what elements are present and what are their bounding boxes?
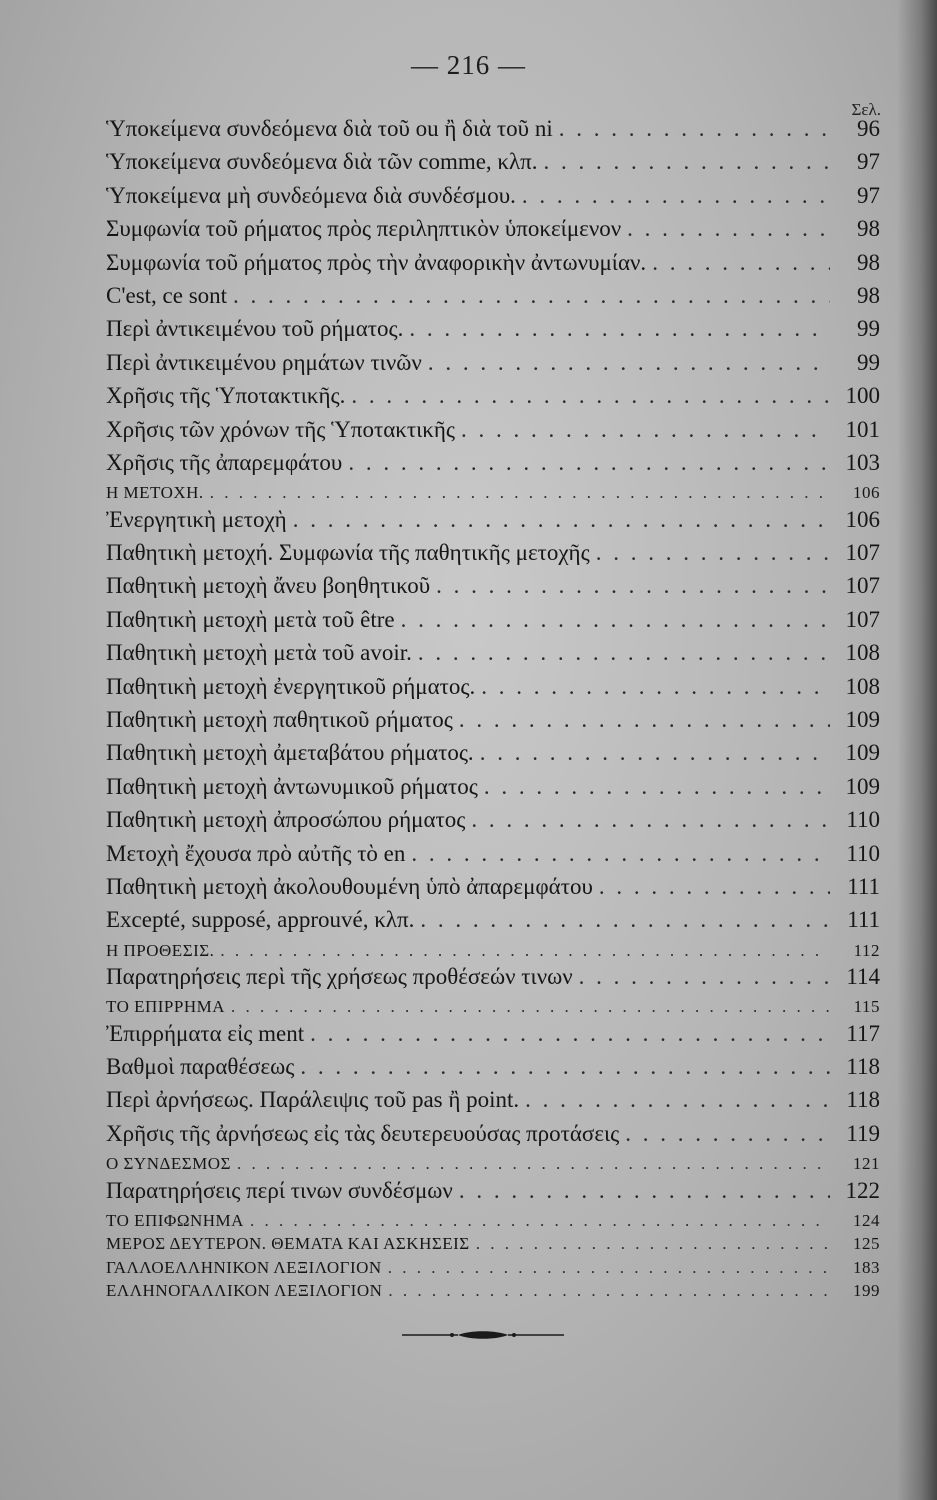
toc-entry — [106, 1021, 880, 1054]
toc-entry-title: Excepté, supposé, approuvé, κλπ. — [106, 907, 415, 933]
toc-entry-page: 107 — [845, 539, 880, 565]
toc-dot-leader — [231, 997, 830, 1017]
toc-entry — [106, 250, 880, 283]
toc-dot-leader — [409, 316, 830, 342]
toc-entry-title: Συμφωνία τοῦ ρήματος πρὸς τὴν ἀναφορικὴν ἀντωνυμίαν. — [106, 249, 647, 275]
toc-entry-page: 121 — [853, 1154, 880, 1174]
toc-entry-page: 99 — [857, 349, 880, 375]
toc-entry — [106, 350, 880, 383]
toc-entry-title: Συμφωνία τοῦ ρήματος πρὸς περιληπτικὸν ὑποκείμενον — [106, 216, 622, 242]
toc-entry — [106, 383, 880, 416]
toc-entry-page: 108 — [845, 640, 880, 666]
toc-entry-page: 112 — [853, 940, 880, 960]
toc-entry-title: Ἐνεργητικὴ μετοχὴ — [106, 506, 287, 532]
toc-entry — [106, 607, 880, 640]
toc-dot-leader — [250, 1211, 830, 1231]
toc-entry-page: 109 — [845, 773, 880, 799]
toc-entry — [106, 707, 880, 740]
toc-entry-page: 124 — [853, 1210, 880, 1230]
toc-entry-page: 119 — [846, 1120, 880, 1146]
toc-dot-leader — [310, 1021, 830, 1047]
toc-entry-title: Παθητικὴ μετοχὴ ἀκολουθουμένη ὑπὸ ἀπαρεμφάτου — [106, 873, 593, 899]
toc-entry-title: Ὑποκείμενα συνδεόμενα διὰ τοῦ ou ἢ διὰ τοῦ ni — [106, 116, 553, 141]
toc-entry-page: 118 — [846, 1087, 880, 1113]
toc-dot-leader — [388, 1281, 830, 1301]
toc-entry-page: 107 — [845, 573, 880, 599]
toc-entry — [106, 149, 880, 182]
page-edge-shadow — [897, 0, 937, 1500]
toc-entry-page: 115 — [853, 997, 880, 1017]
toc-dot-leader — [459, 707, 830, 733]
toc-entry-title: Περὶ ἀρνήσεως. Παράλειψις τοῦ pas ἢ point. — [106, 1087, 520, 1113]
toc-entry-title: Παθητικὴ μετοχὴ ἀπροσώπου ρήματος — [106, 807, 466, 833]
toc-entry-title: Παθητικὴ μετοχὴ ἀμεταβάτου ρήματος. — [106, 740, 474, 766]
toc-entry — [106, 450, 880, 483]
toc-entry-title: Παθητικὴ μετοχὴ ἄνευ βοηθητικοῦ — [106, 573, 431, 599]
toc-entry-page: 111 — [847, 907, 880, 933]
toc-entry — [106, 674, 880, 707]
toc-entry-page: 99 — [857, 316, 880, 342]
toc-dot-leader — [418, 640, 830, 666]
toc-dot-leader — [300, 1054, 830, 1080]
toc-entry — [106, 1178, 880, 1211]
toc-entry-page: 98 — [857, 249, 880, 275]
toc-entry-page: 103 — [845, 449, 880, 475]
toc-dot-leader — [401, 607, 830, 633]
toc-dot-leader — [599, 874, 830, 900]
toc-entry — [106, 1211, 880, 1234]
toc-dot-leader — [484, 774, 830, 800]
toc-entry-title: Παρατηρήσεις περὶ τῆς χρήσεως προθέσεών τινων — [106, 963, 573, 989]
toc-entry-page: 106 — [845, 506, 880, 532]
toc-dot-leader — [559, 116, 830, 142]
toc-dot-leader — [411, 841, 830, 867]
toc-dot-leader — [522, 183, 830, 209]
toc-entry — [106, 1281, 880, 1304]
toc-entry-page: 199 — [853, 1280, 880, 1300]
toc-entry — [106, 774, 880, 807]
toc-entry-title: ΕΛΛΗΝΟΓΑΛΛΙΚΟΝ ΛΕΞΙΛΟΓΙΟΝ — [106, 1280, 383, 1300]
toc-entry-page: 109 — [845, 706, 880, 732]
toc-dot-leader — [461, 417, 830, 443]
toc-entry — [106, 640, 880, 673]
toc-entry — [106, 740, 880, 773]
toc-entry-title: Περὶ ἀντικειμένου τοῦ ρήματος. — [106, 316, 404, 342]
toc-entry-title: Παθητικὴ μετοχὴ ἐνεργητικοῦ ρήματος. — [106, 673, 476, 699]
toc-dot-leader — [420, 907, 830, 933]
toc-dot-leader — [525, 1087, 830, 1113]
toc-dot-leader — [480, 740, 830, 766]
toc-entry — [106, 1054, 880, 1087]
toc-entry-title: Μετοχὴ ἔχουσα πρὸ αὐτῆς τὸ en — [106, 840, 406, 866]
toc-entry-page: 106 — [853, 483, 880, 503]
toc-entry-title: Η ΜΕΤΟΧΗ. — [106, 483, 204, 503]
toc-entry-page: 183 — [853, 1257, 880, 1277]
toc-entry-page: 110 — [846, 840, 880, 866]
toc-entry — [106, 116, 880, 149]
toc-entry — [106, 997, 880, 1020]
toc-entry — [106, 540, 880, 573]
toc-entry-page: 125 — [853, 1234, 880, 1254]
toc-entry-page: 117 — [846, 1020, 880, 1046]
toc-dot-leader — [625, 1121, 830, 1147]
toc-entry — [106, 216, 880, 249]
toc-dot-leader — [627, 216, 830, 242]
toc-entry-page: 118 — [846, 1054, 880, 1080]
toc-entry — [106, 417, 880, 450]
toc-entry — [106, 874, 880, 907]
toc-dot-leader — [459, 1178, 830, 1204]
toc-dot-leader — [348, 450, 830, 476]
toc-entry — [106, 573, 880, 606]
toc-dot-leader — [471, 807, 830, 833]
toc-entry — [106, 941, 880, 964]
toc-entry — [106, 1121, 880, 1154]
toc-entry-title: Χρῆσις τῆς Ὑποτακτικῆς. — [106, 383, 346, 409]
toc-entry-title: Ἐπιρρήματα εἰς ment — [106, 1020, 305, 1046]
toc-entry — [106, 807, 880, 840]
toc-entry-page: 122 — [845, 1177, 880, 1203]
toc-entry — [106, 316, 880, 349]
toc-dot-leader — [652, 250, 830, 276]
toc-entry-page: 107 — [845, 606, 880, 632]
toc-entry-title: ΜΕΡΟΣ ΔΕΥΤΕΡΟΝ. ΘΕΜΑΤΑ ΚΑΙ ΑΣΚΗΣΕΙΣ — [106, 1234, 470, 1254]
toc-entry-page: 97 — [857, 182, 880, 208]
toc-dot-leader — [233, 283, 830, 309]
page-column-header: Σελ. — [851, 100, 881, 119]
toc-dot-leader — [428, 350, 830, 376]
toc-dot-leader — [351, 383, 830, 409]
toc-entry-title: Περὶ ἀντικειμένου ρημάτων τινῶν — [106, 349, 422, 375]
toc-entry-title: ΤΟ ΕΠΙΦΩΝΗΜΑ — [106, 1210, 244, 1230]
toc-entry — [106, 841, 880, 874]
toc-entry-page: 98 — [857, 216, 880, 242]
toc-entry-title: Χρῆσις τῆς ἀρνήσεως εἰς τὰς δευτερευούσας προτάσεις — [106, 1120, 620, 1146]
toc-dot-leader — [293, 507, 830, 533]
toc-entry — [106, 483, 880, 506]
toc-entry-title: Ο ΣΥΝΔΕΣΜΟΣ — [106, 1154, 231, 1174]
toc-dot-leader — [210, 483, 830, 503]
toc-entry-title: Ὑποκείμενα μὴ συνδεόμενα διὰ συνδέσμου. — [106, 182, 516, 208]
toc-entry — [106, 1234, 880, 1257]
toc-entry — [106, 507, 880, 540]
toc-entry-title: Παθητικὴ μετοχὴ ἀντωνυμικοῦ ρήματος — [106, 773, 478, 799]
toc-dot-leader — [237, 1154, 830, 1174]
toc-dot-leader — [579, 964, 830, 990]
toc-entry-title: ΤΟ ΕΠΙΡΡΗΜΑ — [106, 997, 226, 1017]
toc-entry — [106, 907, 880, 940]
toc-dot-leader — [388, 1258, 830, 1278]
toc-dot-leader — [544, 149, 830, 175]
toc-entry — [106, 183, 880, 216]
toc-entry-title: Χρῆσις τῆς ἀπαρεμφάτου — [106, 449, 343, 475]
toc-entry — [106, 1258, 880, 1281]
toc-entry — [106, 964, 880, 997]
toc-entry-title: Παρατηρήσεις περί τινων συνδέσμων — [106, 1177, 453, 1203]
toc-entry — [106, 1154, 880, 1177]
toc-dot-leader — [596, 540, 830, 566]
toc-entry-title: Παθητικὴ μετοχὴ παθητικοῦ ρήματος — [106, 706, 453, 732]
toc-dot-leader — [481, 674, 830, 700]
toc-entry-title: Ὑποκείμενα συνδεόμενα διὰ τῶν comme, κλπ. — [106, 149, 538, 175]
toc-entry-title: Παθητικὴ μετοχὴ μετὰ τοῦ être — [106, 606, 395, 632]
toc-entry — [106, 1087, 880, 1120]
toc-dot-leader — [220, 941, 830, 961]
ornament-divider-icon — [398, 1322, 568, 1346]
table-of-contents — [106, 116, 880, 1304]
toc-entry-page: 101 — [845, 416, 880, 442]
toc-dot-leader — [476, 1234, 830, 1254]
page-number: — 216 — — [411, 50, 526, 80]
toc-entry — [106, 283, 880, 316]
toc-entry-page: 108 — [845, 673, 880, 699]
toc-entry-title: Παθητικὴ μετοχὴ μετὰ τοῦ avoir. — [106, 640, 412, 666]
toc-dot-leader — [436, 573, 830, 599]
toc-entry-page: 100 — [845, 383, 880, 409]
toc-entry-page: 96 — [857, 116, 880, 141]
toc-entry-page: 114 — [846, 963, 880, 989]
toc-entry-page: 111 — [847, 873, 880, 899]
toc-entry-page: 97 — [857, 149, 880, 175]
toc-entry-page: 110 — [846, 807, 880, 833]
toc-entry-page: 109 — [845, 740, 880, 766]
toc-entry-title: Χρῆσις τῶν χρόνων τῆς Ὑποτακτικῆς — [106, 416, 456, 442]
toc-entry-title: Παθητικὴ μετοχή. Συμφωνία τῆς παθητικῆς μετοχῆς — [106, 539, 590, 565]
toc-entry-page: 98 — [857, 282, 880, 308]
toc-entry-title: Βαθμοὶ παραθέσεως — [106, 1054, 295, 1080]
toc-entry-title: ΓΑΛΛΟΕΛΛΗΝΙΚΟΝ ΛΕΞΙΛΟΓΙΟΝ — [106, 1257, 382, 1277]
toc-entry-title: C'est, ce sont — [106, 282, 228, 308]
toc-entry-title: Η ΠΡΟΘΕΣΙΣ. — [106, 940, 215, 960]
